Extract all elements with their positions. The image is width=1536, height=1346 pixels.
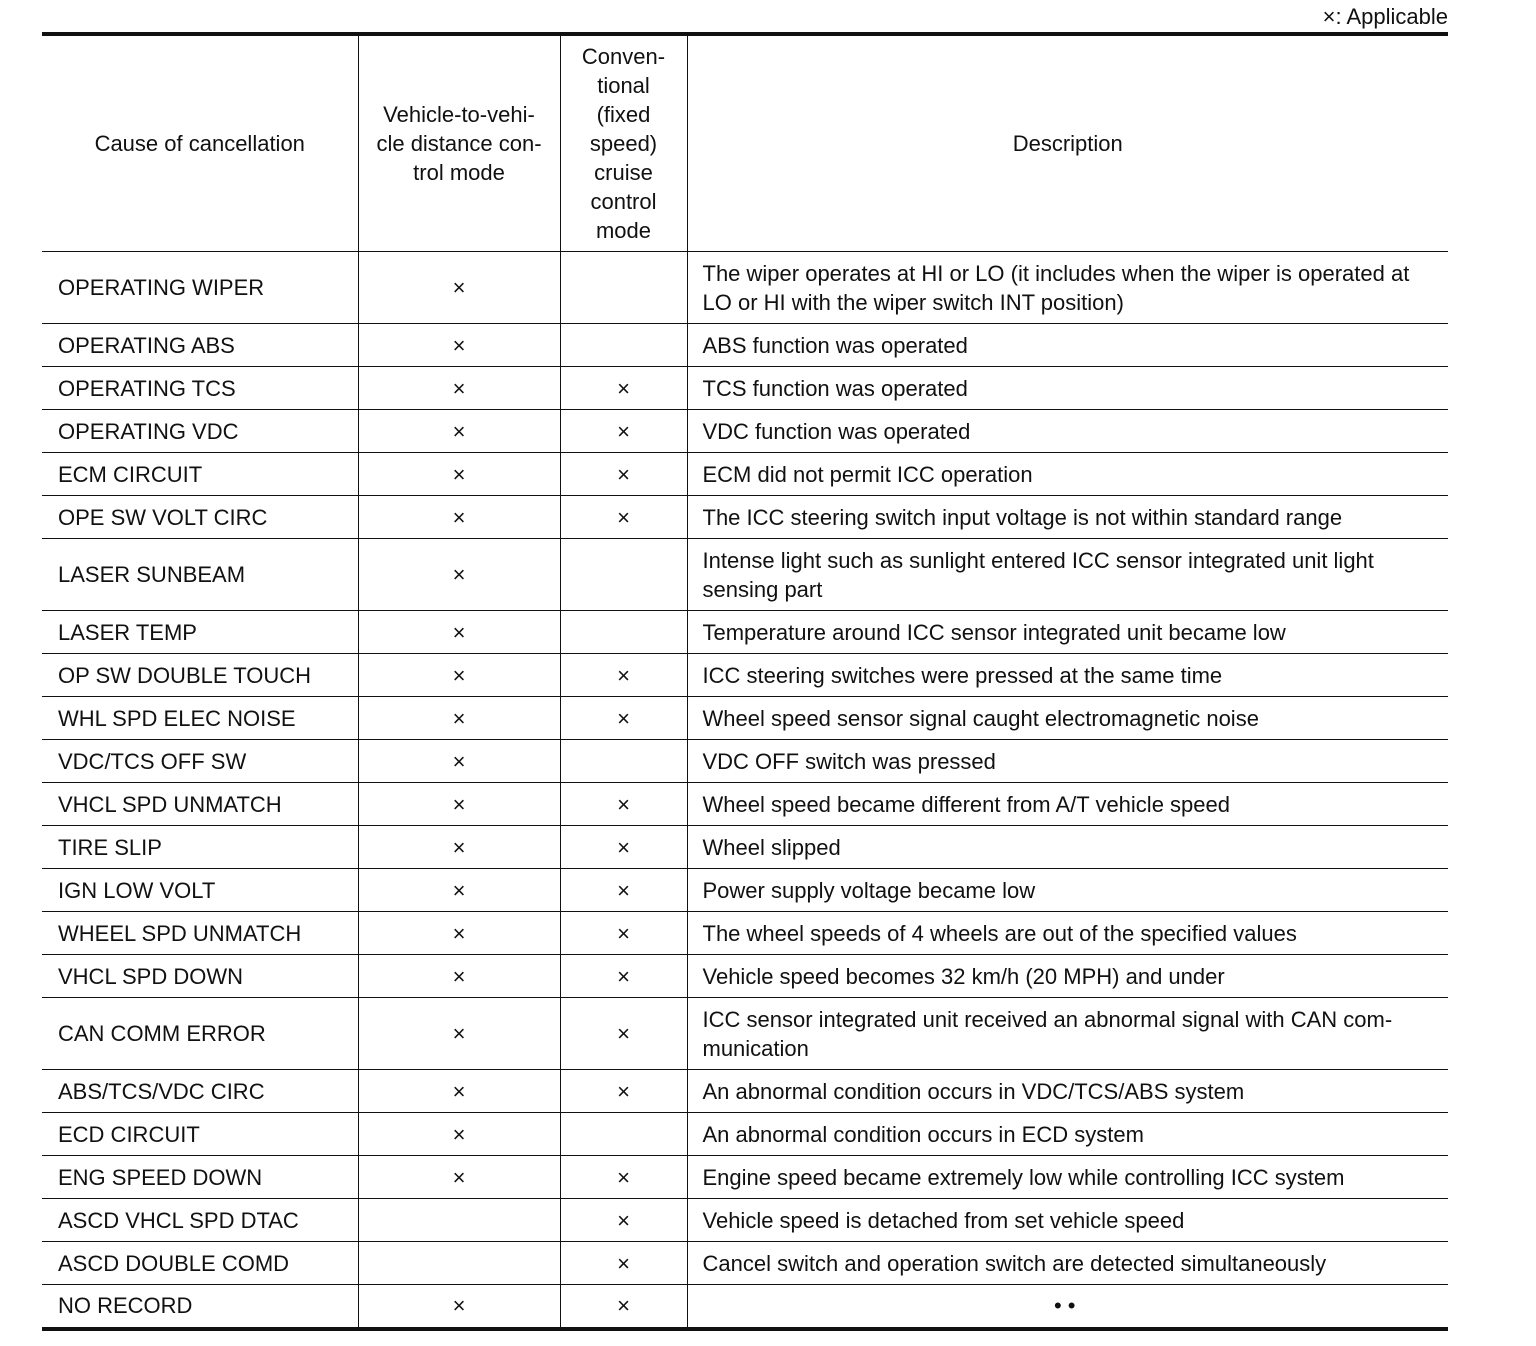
table-row — [42, 252, 1448, 324]
description-cell: ABS function was operated — [687, 324, 1448, 367]
table-row — [42, 410, 1448, 453]
conventional-mode-mark — [560, 611, 687, 654]
cause-cell: ECD CIRCUIT — [42, 1113, 358, 1156]
table-row — [42, 783, 1448, 826]
cause-cell: WHL SPD ELEC NOISE — [42, 697, 358, 740]
cause-cell: OPERATING ABS — [42, 324, 358, 367]
distance-mode-mark: × — [358, 654, 560, 697]
cause-cell: WHEEL SPD UNMATCH — [42, 912, 358, 955]
cause-cell: VDC/TCS OFF SW — [42, 740, 358, 783]
conventional-mode-mark: × — [560, 998, 687, 1070]
conventional-mode-mark: × — [560, 826, 687, 869]
cause-cell: OPERATING TCS — [42, 367, 358, 410]
table-row — [42, 611, 1448, 654]
table-row — [42, 826, 1448, 869]
conventional-mode-mark: × — [560, 496, 687, 539]
distance-mode-mark: × — [358, 324, 560, 367]
table-row — [42, 1156, 1448, 1199]
cause-cell: NO RECORD — [42, 1285, 358, 1329]
description-cell: The ICC steering switch input voltage is not within standard range — [687, 496, 1448, 539]
table-row — [42, 654, 1448, 697]
description-cell: The wiper operates at HI or LO (it includes when the wiper is operated at LO or HI with the wiper switch INT position) — [687, 252, 1448, 324]
description-cell: VDC function was operated — [687, 410, 1448, 453]
description-cell: TCS function was operated — [687, 367, 1448, 410]
description-cell: Intense light such as sunlight entered ICC sensor integrated unit light sensing part — [687, 539, 1448, 611]
description-cell: Wheel speed became different from A/T vehicle speed — [687, 783, 1448, 826]
distance-mode-mark: × — [358, 697, 560, 740]
distance-mode-mark: × — [358, 1285, 560, 1329]
distance-mode-mark: × — [358, 367, 560, 410]
distance-mode-mark: × — [358, 496, 560, 539]
description-cell: Wheel slipped — [687, 826, 1448, 869]
conventional-mode-mark: × — [560, 410, 687, 453]
table-row — [42, 955, 1448, 998]
cause-cell: ASCD VHCL SPD DTAC — [42, 1199, 358, 1242]
distance-mode-mark: × — [358, 1113, 560, 1156]
conventional-mode-mark — [560, 324, 687, 367]
description-cell: An abnormal condition occurs in ECD system — [687, 1113, 1448, 1156]
conventional-mode-mark: × — [560, 912, 687, 955]
cause-cell: IGN LOW VOLT — [42, 869, 358, 912]
conventional-mode-mark — [560, 539, 687, 611]
conventional-mode-mark — [560, 740, 687, 783]
cause-cell: LASER SUNBEAM — [42, 539, 358, 611]
distance-mode-mark: × — [358, 783, 560, 826]
distance-mode-mark: × — [358, 1070, 560, 1113]
description-cell: Wheel speed sensor signal caught electromagnetic noise — [687, 697, 1448, 740]
table-row — [42, 496, 1448, 539]
cause-cell: OPE SW VOLT CIRC — [42, 496, 358, 539]
cause-cell: ECM CIRCUIT — [42, 453, 358, 496]
cause-cell: OP SW DOUBLE TOUCH — [42, 654, 358, 697]
distance-mode-mark: × — [358, 912, 560, 955]
table-row — [42, 1242, 1448, 1285]
conventional-mode-mark: × — [560, 1070, 687, 1113]
distance-mode-mark: × — [358, 740, 560, 783]
distance-mode-mark: × — [358, 410, 560, 453]
conventional-mode-mark: × — [560, 697, 687, 740]
cause-cell: CAN COMM ERROR — [42, 998, 358, 1070]
table-row — [42, 912, 1448, 955]
table-row — [42, 869, 1448, 912]
table-row — [42, 697, 1448, 740]
distance-mode-mark: × — [358, 998, 560, 1070]
conventional-mode-mark: × — [560, 955, 687, 998]
cause-cell: VHCL SPD DOWN — [42, 955, 358, 998]
distance-mode-mark: × — [358, 826, 560, 869]
distance-mode-mark: × — [358, 539, 560, 611]
distance-mode-mark: × — [358, 1156, 560, 1199]
table-row — [42, 740, 1448, 783]
cause-cell: TIRE SLIP — [42, 826, 358, 869]
description-cell: • • — [687, 1285, 1448, 1329]
description-cell: ICC sensor integrated unit received an abnormal signal with CAN com-munication — [687, 998, 1448, 1070]
description-cell: An abnormal condition occurs in VDC/TCS/ABS system — [687, 1070, 1448, 1113]
table-row — [42, 324, 1448, 367]
conventional-mode-mark: × — [560, 869, 687, 912]
description-cell: Vehicle speed is detached from set vehicle speed — [687, 1199, 1448, 1242]
table-row — [42, 539, 1448, 611]
table-row — [42, 1199, 1448, 1242]
description-cell: Engine speed became extremely low while controlling ICC system — [687, 1156, 1448, 1199]
conventional-mode-mark — [560, 252, 687, 324]
table-row — [42, 1113, 1448, 1156]
cancellation-table-container — [42, 32, 1448, 1331]
conventional-mode-mark — [560, 1113, 687, 1156]
description-cell: ECM did not permit ICC operation — [687, 453, 1448, 496]
header-description: Description — [687, 34, 1448, 252]
distance-mode-mark — [358, 1242, 560, 1285]
header-cause: Cause of cancellation — [42, 34, 358, 252]
description-cell: Cancel switch and operation switch are detected simultaneously — [687, 1242, 1448, 1285]
table-row — [42, 1070, 1448, 1113]
distance-mode-mark: × — [358, 955, 560, 998]
conventional-mode-mark: × — [560, 453, 687, 496]
header-conventional-mode: Conven-tional (fixed speed) cruise control mode — [560, 34, 687, 252]
table-row — [42, 453, 1448, 496]
description-cell: Temperature around ICC sensor integrated unit became low — [687, 611, 1448, 654]
cause-cell: ENG SPEED DOWN — [42, 1156, 358, 1199]
cause-cell: ABS/TCS/VDC CIRC — [42, 1070, 358, 1113]
conventional-mode-mark: × — [560, 367, 687, 410]
header-distance-mode: Vehicle-to-vehi-cle distance con-trol mode — [358, 34, 560, 252]
table-row — [42, 1285, 1448, 1329]
conventional-mode-mark: × — [560, 1242, 687, 1285]
table-row — [42, 367, 1448, 410]
cause-cell: OPERATING VDC — [42, 410, 358, 453]
table-row — [42, 998, 1448, 1070]
description-cell: ICC steering switches were pressed at the same time — [687, 654, 1448, 697]
description-cell: Vehicle speed becomes 32 km/h (20 MPH) and under — [687, 955, 1448, 998]
cause-cell: VHCL SPD UNMATCH — [42, 783, 358, 826]
cause-cell: ASCD DOUBLE COMD — [42, 1242, 358, 1285]
cancellation-table — [42, 32, 1448, 1331]
table-body — [42, 252, 1448, 1329]
description-cell: VDC OFF switch was pressed — [687, 740, 1448, 783]
header-row — [42, 34, 1448, 252]
distance-mode-mark: × — [358, 869, 560, 912]
cause-cell: LASER TEMP — [42, 611, 358, 654]
conventional-mode-mark: × — [560, 1285, 687, 1329]
conventional-mode-mark: × — [560, 1199, 687, 1242]
conventional-mode-mark: × — [560, 783, 687, 826]
applicable-legend: ×: Applicable — [1322, 4, 1448, 29]
distance-mode-mark: × — [358, 252, 560, 324]
conventional-mode-mark: × — [560, 654, 687, 697]
conventional-mode-mark: × — [560, 1156, 687, 1199]
description-cell: The wheel speeds of 4 wheels are out of the specified values — [687, 912, 1448, 955]
distance-mode-mark — [358, 1199, 560, 1242]
description-cell: Power supply voltage became low — [687, 869, 1448, 912]
distance-mode-mark: × — [358, 611, 560, 654]
cause-cell: OPERATING WIPER — [42, 252, 358, 324]
distance-mode-mark: × — [358, 453, 560, 496]
